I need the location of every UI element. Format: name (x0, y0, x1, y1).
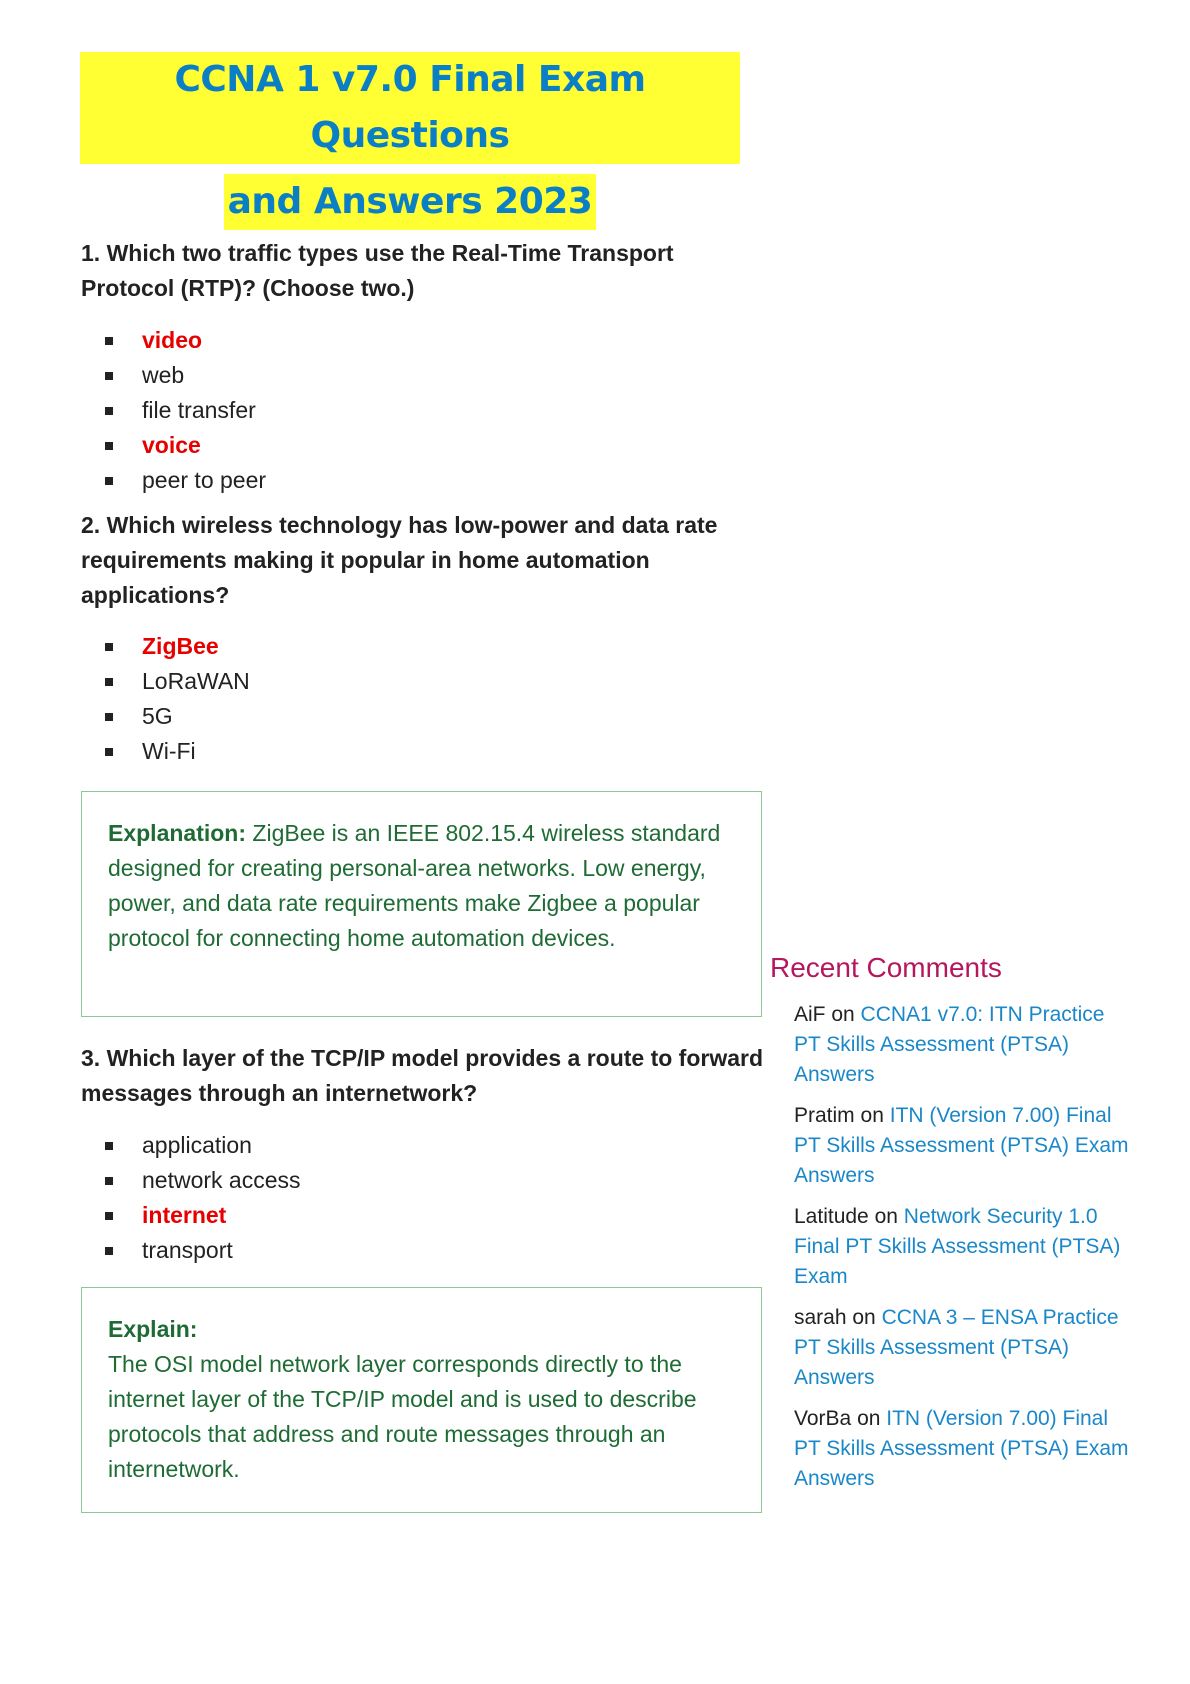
explanation-box-3 (81, 1287, 762, 1513)
square-bullet-icon (105, 337, 113, 345)
comment-author: Latitude (794, 1205, 869, 1228)
comment-on: on (860, 1104, 884, 1127)
comment-author: sarah (794, 1306, 847, 1329)
square-bullet-icon (105, 477, 113, 485)
question-3-text: 3. Which layer of the TCP/IP model provides a route to forward messages through an internetwork? (81, 1045, 764, 1106)
recent-comments-heading: Recent Comments (770, 952, 1002, 983)
comment-post-link[interactable]: ITN (Version 7.00) Final PT Skills Assessment (PTSA) Exam Answers (794, 1407, 1129, 1490)
page-title (80, 52, 740, 230)
option-item (103, 1163, 301, 1198)
square-bullet-icon (105, 748, 113, 756)
recent-comments-sidebar (770, 948, 1130, 1494)
square-bullet-icon (105, 1247, 113, 1255)
square-bullet-icon (105, 713, 113, 721)
comment-on: on (857, 1407, 881, 1430)
question-3-options (103, 1128, 301, 1268)
option-label: application (142, 1132, 252, 1158)
option-item (103, 664, 250, 699)
explanation-label: Explain: (108, 1316, 198, 1342)
comment-on: on (874, 1205, 898, 1228)
question-2-options (103, 629, 250, 769)
option-label: ZigBee (142, 633, 219, 659)
page-title-line-1: CCNA 1 v7.0 Final Exam Questions (80, 52, 740, 164)
explanation-text: The OSI model network layer corresponds directly to the internet layer of the TCP/IP model and is used to describe protocols that address and route messages through an internetwork. (108, 1351, 697, 1482)
option-label: transport (142, 1237, 233, 1263)
explanation-label: Explanation: (108, 820, 247, 846)
option-label: video (142, 327, 203, 353)
option-label: network access (142, 1167, 301, 1193)
option-item (103, 463, 266, 498)
comment-author: AiF (794, 1003, 826, 1026)
square-bullet-icon (105, 442, 113, 450)
option-item (103, 699, 250, 734)
square-bullet-icon (105, 678, 113, 686)
option-label: internet (142, 1202, 227, 1228)
comment-post-link[interactable]: ITN (Version 7.00) Final PT Skills Assessment (PTSA) Exam Answers (794, 1104, 1129, 1187)
option-item (103, 1128, 301, 1163)
option-label: 5G (142, 703, 173, 729)
question-1-text: 1. Which two traffic types use the Real-Time Transport Protocol (RTP)? (Choose two.) (81, 240, 674, 301)
option-label: LoRaWAN (142, 668, 250, 694)
comment-item (794, 1404, 1130, 1494)
option-item (103, 734, 250, 769)
page-title-line-2: and Answers 2023 (224, 174, 597, 230)
option-item (103, 1198, 301, 1233)
comment-item (794, 1000, 1130, 1090)
comment-on: on (831, 1003, 855, 1026)
comment-author: VorBa (794, 1407, 852, 1430)
comment-post-link[interactable]: CCNA 3 – ENSA Practice PT Skills Assessment (PTSA) Answers (794, 1306, 1119, 1389)
option-item (103, 323, 266, 358)
question-2-text: 2. Which wireless technology has low-power and data rate requirements making it popular in home automation applications? (81, 512, 718, 608)
square-bullet-icon (105, 1212, 113, 1220)
comment-author: Pratim (794, 1104, 855, 1127)
comment-on: on (852, 1306, 876, 1329)
option-item (103, 1233, 301, 1268)
comment-item (794, 1101, 1130, 1191)
option-label: voice (142, 432, 201, 458)
comment-item (794, 1303, 1130, 1393)
option-item (103, 358, 266, 393)
square-bullet-icon (105, 407, 113, 415)
square-bullet-icon (105, 1177, 113, 1185)
option-item (103, 428, 266, 463)
comment-post-link[interactable]: CCNA1 v7.0: ITN Practice PT Skills Assessment (PTSA) Answers (794, 1003, 1105, 1086)
option-label: Wi-Fi (142, 738, 196, 764)
option-label: web (142, 362, 185, 388)
option-label: peer to peer (142, 467, 267, 493)
explanation-box-2 (81, 791, 762, 1017)
square-bullet-icon (105, 372, 113, 380)
square-bullet-icon (105, 643, 113, 651)
comment-item (794, 1202, 1130, 1292)
question-1-options (103, 323, 266, 498)
comment-post-link[interactable]: Network Security 1.0 Final PT Skills Assessment (PTSA) Exam (794, 1205, 1121, 1288)
option-item (103, 629, 250, 664)
square-bullet-icon (105, 1142, 113, 1150)
recent-comments-list (770, 1000, 1130, 1494)
option-item (103, 393, 266, 428)
option-label: file transfer (142, 397, 256, 423)
explanation-text: ZigBee is an IEEE 802.15.4 wireless standard designed for creating personal-area networks. Low energy, power, and data rate requirements make Zigbee a popular protocol for connecting home automation devices. (108, 820, 721, 951)
